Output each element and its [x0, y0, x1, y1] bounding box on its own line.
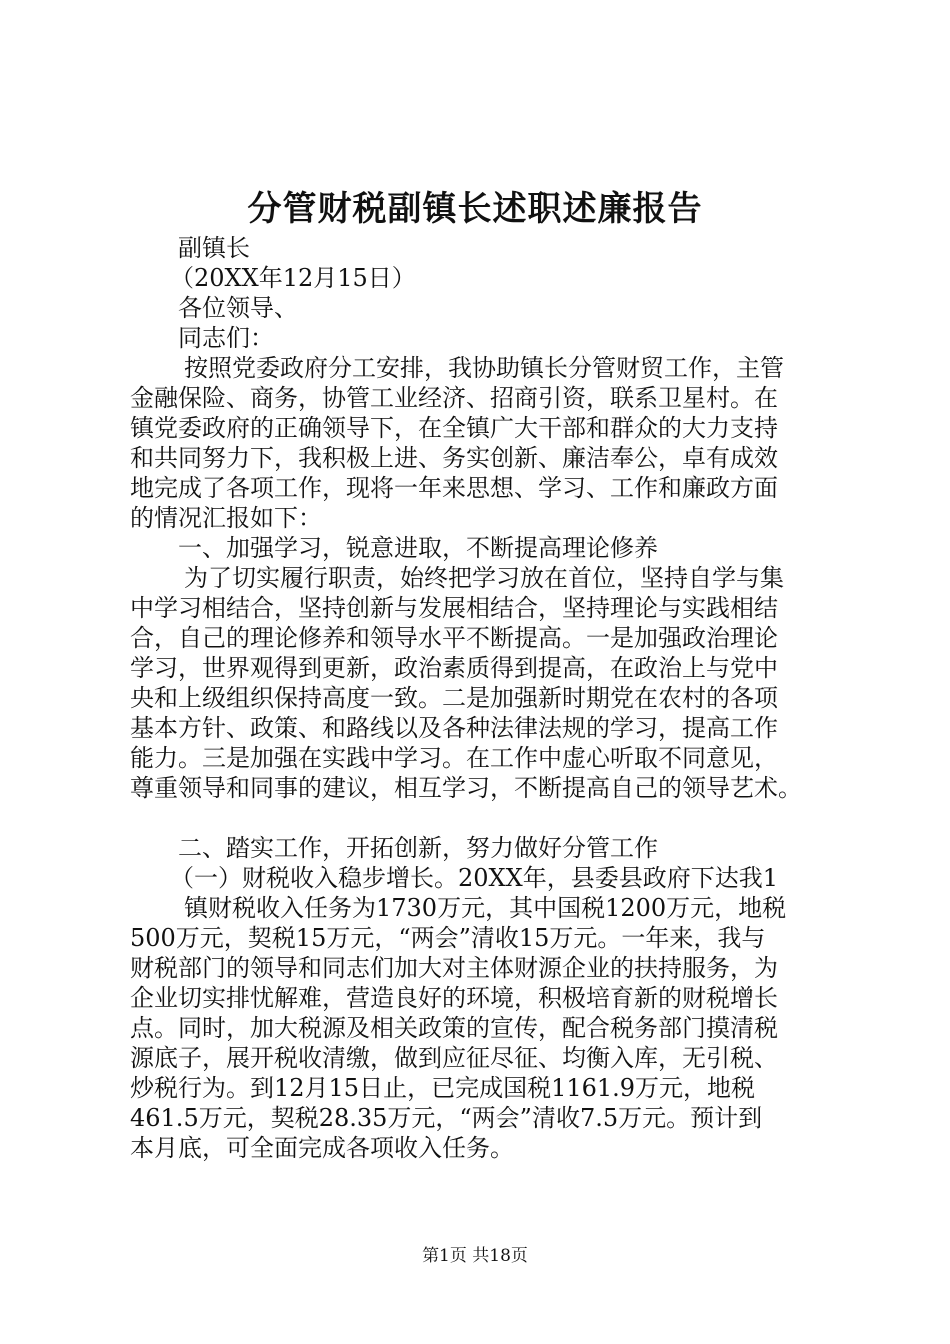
paragraph-line: 本月底，可全面完成各项收入任务。	[130, 1134, 514, 1162]
page-number-footer: 第1页 共18页	[422, 1246, 528, 1266]
paragraph-line: 企业切实排忧解难，营造良好的环境，积极培育新的财税增长	[130, 984, 778, 1012]
paragraph-line: 基本方针、政策、和路线以及各种法律法规的学习，提高工作	[130, 714, 778, 742]
date-line: （20XX年12月15日）	[170, 264, 416, 292]
paragraph-line: 地完成了各项工作，现将一年来思想、学习、工作和廉政方面	[130, 474, 778, 502]
document-body	[130, 233, 830, 1163]
paragraph-line: （一）财税收入稳步增长。20XX年，县委县政府下达我1	[170, 864, 778, 892]
salutation-line: 同志们：	[178, 324, 274, 352]
paragraph-line: 能力。三是加强在实践中学习。在工作中虚心听取不同意见，	[130, 744, 778, 772]
paragraph-line: 镇财税收入任务为1730万元，其中国税1200万元，地税	[184, 894, 787, 922]
author-line: 副镇长	[178, 234, 250, 262]
paragraph-line: 尊重领导和同事的建议，相互学习，不断提高自己的领导艺术。	[130, 774, 802, 802]
paragraph-line: 和共同努力下，我积极上进、务实创新、廉洁奉公，卓有成效	[130, 444, 778, 472]
paragraph-line: 源底子，展开税收清缴，做到应征尽征、均衡入库，无引税、	[130, 1044, 778, 1072]
section-heading: 二、踏实工作，开拓创新，努力做好分管工作	[178, 834, 658, 862]
paragraph-line: 学习，世界观得到更新，政治素质得到提高，在政治上与党中	[130, 654, 778, 682]
paragraph-line: 财税部门的领导和同志们加大对主体财源企业的扶持服务，为	[130, 954, 778, 982]
paragraph-line: 合，自己的理论修养和领导水平不断提高。一是加强政治理论	[130, 624, 778, 652]
document-title: 分管财税副镇长述职述廉报告	[247, 189, 703, 229]
paragraph-line: 点。同时，加大税源及相关政策的宣传，配合税务部门摸清税	[130, 1014, 778, 1042]
paragraph-line: 金融保险、商务，协管工业经济、招商引资，联系卫星村。在	[130, 384, 778, 412]
paragraph-line: 按照党委政府分工安排，我协助镇长分管财贸工作，主管	[184, 354, 784, 382]
paragraph-line: 461.5万元，契税28.35万元，“两会”清收7.5万元。预计到	[130, 1104, 763, 1132]
paragraph-line: 500万元，契税15万元，“两会”清收15万元。一年来，我与	[130, 924, 766, 952]
blank-line	[130, 803, 830, 833]
paragraph-line: 炒税行为。到12月15日止，已完成国税1161.9万元，地税	[130, 1074, 756, 1102]
paragraph-line: 镇党委政府的正确领导下，在全镇广大干部和群众的大力支持	[130, 414, 778, 442]
paragraph-line: 央和上级组织保持高度一致。二是加强新时期党在农村的各项	[130, 684, 778, 712]
section-heading: 一、加强学习，锐意进取，不断提高理论修养	[178, 534, 658, 562]
paragraph-line: 的情况汇报如下：	[130, 504, 322, 532]
salutation-line: 各位领导、	[178, 294, 298, 322]
paragraph-line: 中学习相结合，坚持创新与发展相结合，坚持理论与实践相结	[130, 594, 778, 622]
paragraph-line: 为了切实履行职责，始终把学习放在首位，坚持自学与集	[184, 564, 784, 592]
